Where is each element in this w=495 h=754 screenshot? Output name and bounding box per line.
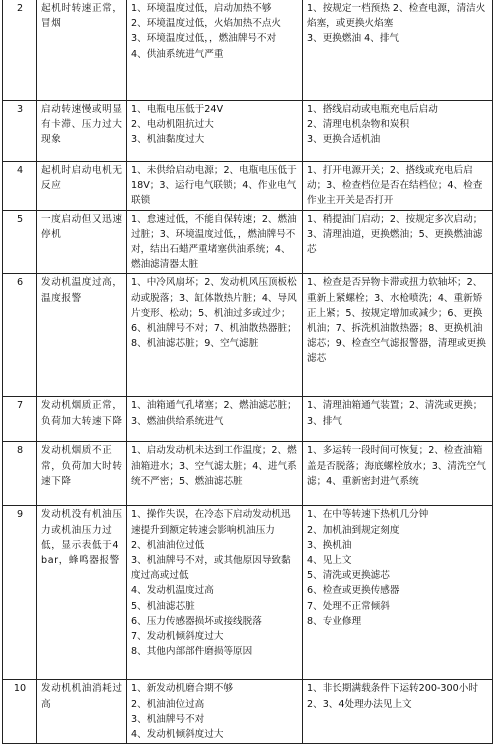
remedy-item: 8、专业修理	[307, 615, 362, 627]
causes-cell	[127, 0, 303, 101]
fault-description: 发动机温度过高，温度报警	[37, 274, 127, 397]
remedies-cell	[303, 680, 493, 744]
cause-item: 8、其他内部部件磨损等原因	[131, 646, 253, 658]
remedies-cell	[303, 0, 493, 101]
cause-item: 1、启动发动机未达到工作温度；2、燃油箱进水；3、空气滤太脏；4、进气系统不严密；5、燃油滤芯脏	[131, 445, 297, 487]
cause-item: 3、机油牌号不对，或其他原因导致黏度过高或过低	[131, 555, 291, 582]
remedies-cell	[303, 210, 493, 274]
fault-description: 发动机烟质不正常，负荷加大时转速下降	[37, 442, 127, 506]
remedy-item: 2、清理电机杂物和炭积	[307, 119, 410, 131]
cause-item: 1、环境温度过低，启动加热不够	[131, 3, 272, 14]
table-row	[3, 274, 493, 397]
remedies-cell	[303, 397, 493, 442]
causes-cell	[127, 101, 303, 162]
cause-item: 2、机油油位过高	[131, 698, 205, 710]
cause-item: 1、中冷风扇坏；2、发动机风压顶板松动或脱落；3、缸体散热片脏；4、导风片变形、松动；5、机油过多或过少；6、机油牌号不对；7、机油散热器脏；8、机油滤芯脏；9、空气滤脏	[131, 277, 297, 350]
fault-description: 起机时启动电机无反应	[37, 162, 127, 211]
remedy-item: 3、更换合适机油	[307, 134, 381, 146]
cause-item: 1、电瓶电压低于24V	[131, 104, 224, 115]
remedy-item: 3、换机油	[307, 539, 352, 551]
remedy-item: 4、见上文	[307, 555, 352, 567]
remedy-item: 1、检查是否异物卡滞或扭力软轴坏；2、重新上紧螺栓；3、水枪喷洗；4、重新矫正上紧；5、按规定增加或减少；6、更换机油；7、拆洗机油散热器；8、更换机油滤芯；9、检查空气滤报警器，清理或更换滤芯	[307, 277, 486, 365]
remedies-cell	[303, 442, 493, 506]
remedy-item: 1、按规定一档预热 2、检查电源，清洁火焰塞，或更换火焰塞	[307, 3, 486, 30]
remedy-item: 1、清理油箱通气装置；2、清洗或更换；3、排气	[307, 400, 483, 427]
remedy-item: 3、更换燃油 4、排气	[307, 33, 400, 45]
table-row	[3, 210, 493, 274]
remedy-item: 1、多运转一段时间可恢复；2、检查油箱盖是否脱落；海底螺栓放水；3、清洗空气滤；4、重新密封进气系统	[307, 445, 486, 487]
cause-item: 1、新发动机磨合期不够	[131, 683, 234, 695]
row-number: 3	[3, 101, 37, 162]
table-row	[3, 0, 493, 101]
table-row	[3, 506, 493, 680]
row-number: 5	[3, 210, 37, 274]
cause-item: 6、压力传感器损坏或接线脱落	[131, 615, 262, 627]
row-number: 2	[3, 0, 37, 101]
causes-cell	[127, 680, 303, 744]
cause-item: 1、怠速过低，不能自保转速；2、燃油过脏；3、环境温度过低，，燃油牌号不对，结出石蜡严重堵塞供油系统；4、燃油滤清器太脏	[131, 213, 297, 271]
row-number: 6	[3, 274, 37, 397]
cause-item: 5、机油滤芯脏	[131, 600, 195, 612]
cause-item: 3、环境温度过低，，燃油牌号不对	[131, 33, 277, 45]
causes-cell	[127, 397, 303, 442]
cause-item: 1、未供给启动电源；2、电瓶电压低于18V；3、运行电气联锁；4、作业电气联锁	[131, 165, 297, 207]
cause-item: 4、发动机温度过高	[131, 585, 214, 597]
table-row	[3, 162, 493, 211]
remedy-item: 1、搭线启动或电瓶充电后启动	[307, 104, 438, 115]
causes-cell	[127, 162, 303, 211]
causes-cell	[127, 506, 303, 680]
table-row	[3, 680, 493, 744]
causes-cell	[127, 274, 303, 397]
table-row	[3, 101, 493, 162]
cause-item: 1、操作失误，在冷态下启动发动机迅速提升到额定转速会影响机油压力	[131, 509, 291, 536]
remedies-cell	[303, 506, 493, 680]
table-row	[3, 397, 493, 442]
cause-item: 3、机油黏度过大	[131, 134, 205, 146]
row-number: 9	[3, 506, 37, 680]
causes-cell	[127, 442, 303, 506]
remedies-cell	[303, 162, 493, 211]
fault-description: 发动机烟质正常，负荷加大转速下降	[37, 397, 127, 442]
remedies-cell	[303, 101, 493, 162]
remedies-cell	[303, 274, 493, 397]
remedy-item: 5、清洗或更换滤芯	[307, 570, 390, 582]
remedy-item: 6、检查或更换传感器	[307, 585, 400, 597]
fault-description: 发动机机油消耗过高	[37, 680, 127, 744]
remedy-item: 1、非长期满载条件下运转200-300小时	[307, 683, 478, 695]
remedy-item: 2、3、4处理办法见上文	[307, 698, 412, 710]
table-body	[3, 0, 493, 744]
cause-item: 2、电动机阻抗过大	[131, 119, 214, 131]
cause-item: 4、发动机倾斜度过大	[131, 729, 224, 741]
remedy-item: 1、打开电源开关；2、搭线或充电后启动；3、检查档位是否在结档位；4、检查作业主开关是否打开	[307, 165, 483, 207]
cause-item: 2、机油油位过低	[131, 539, 205, 551]
remedy-item: 2、加机油到规定刻度	[307, 524, 400, 536]
fault-description: 起机时转速正常，冒烟	[37, 0, 127, 101]
troubleshooting-table	[2, 0, 493, 744]
row-number: 8	[3, 442, 37, 506]
remedy-item: 7、处理不正常倾斜	[307, 600, 390, 612]
cause-item: 7、发动机倾斜度过大	[131, 631, 224, 643]
cause-item: 2、环境温度过低，火焰加热不点火	[131, 18, 282, 30]
row-number: 10	[3, 680, 37, 744]
row-number: 4	[3, 162, 37, 211]
remedy-item: 1、稍提油门启动；2、按规定多次启动；3、清理油道，更换燃油；5、更换燃油滤芯	[307, 213, 483, 256]
fault-description: 一度启动但又迅速停机	[37, 210, 127, 274]
cause-item: 1、油箱通气孔堵塞；2、燃油滤芯脏；3、燃油供给系统进气	[131, 400, 297, 427]
row-number: 7	[3, 397, 37, 442]
fault-description: 启动转速慢或明显有卡滞、压力过大现象	[37, 101, 127, 162]
causes-cell	[127, 210, 303, 274]
cause-item: 4、供油系统进气严重	[131, 48, 224, 60]
cause-item: 3、机油牌号不对	[131, 713, 205, 725]
fault-description: 发动机没有机油压力或机油压力过低，显示表低于4bar，蜂鸣器报警	[37, 506, 127, 680]
remedy-item: 1、在中等转速下热机几分钟	[307, 509, 429, 521]
table-row	[3, 442, 493, 506]
